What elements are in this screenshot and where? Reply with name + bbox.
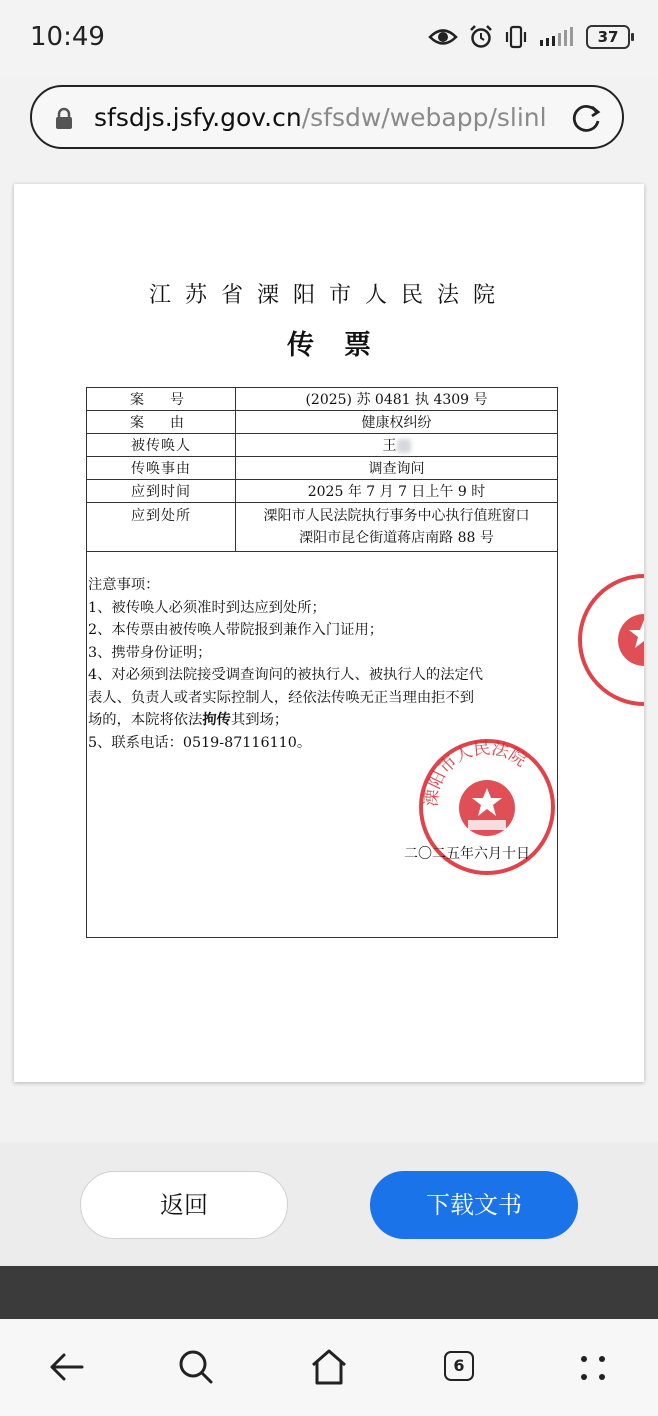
seal-text: 溧阳市人民法院 [421,738,530,808]
row-label: 案号 [87,388,236,411]
row-value: 王 [382,438,397,454]
note-line: 5、联系电话：0519-87116110。 [88,734,312,751]
row-value: 健康权纠纷 [236,411,558,434]
note-line: 2、本传票由被传唤人带院报到兼作入门证用； [88,622,384,638]
status-time: 10:49 [30,22,105,52]
row-label: 应到处所 [87,503,236,552]
partial-seal [574,570,644,710]
row-value-line: 溧阳市昆仑街道蒋店南路 88 号 [299,530,494,546]
row-value: (2025) 苏 0481 执 4309 号 [236,388,558,411]
note-text: 场的，本院将依法 [88,712,203,728]
bottom-divider-band [0,1266,658,1319]
download-button[interactable]: 下载文书 [370,1171,578,1239]
row-label: 案由 [87,411,236,434]
url-host: sfsdjs.jsfy.gov.cn [94,103,302,132]
row-label: 被传唤人 [87,434,236,457]
row-label: 应到时间 [87,480,236,503]
row-label: 传唤事由 [87,457,236,480]
note-line: 表人、负责人或者实际控制人，经依法传唤无正当理由拒不到 [88,689,475,706]
tabs-button[interactable] [444,1351,474,1381]
note-line: 4、对必须到法院接受调查询问的被执行人、被执行人的法定代 [88,667,484,683]
tabs-icon: 6 [444,1351,474,1381]
home-icon[interactable] [308,1347,350,1387]
issue-date: 二〇二五年六月十日 [404,846,530,862]
back-button[interactable]: 返回 [80,1171,288,1239]
note-text: 其到场； [230,712,289,728]
battery-icon: 37 [586,25,630,49]
back-icon[interactable] [46,1347,86,1387]
document-title: 传票 [287,330,401,361]
row-value: 2025 年 7 月 7 日上午 9 时 [236,480,558,503]
row-value: 调查询问 [236,457,558,480]
row-value-line: 溧阳市人民法院执行事务中心执行值班窗口 [263,508,530,524]
note-line: 3、携带身份证明； [88,644,212,661]
search-icon[interactable] [176,1347,216,1387]
menu-icon[interactable] [576,1347,610,1387]
note-emphasis: 拘传 [202,712,231,728]
note-line: 1、被传唤人必须准时到达应到处所； [88,599,326,616]
court-name: 江苏省溧阳市人民法院 [148,283,509,308]
url-path: /sfsdw/webapp/slinl [301,103,547,132]
notes-title: 注意事项： [88,577,160,593]
